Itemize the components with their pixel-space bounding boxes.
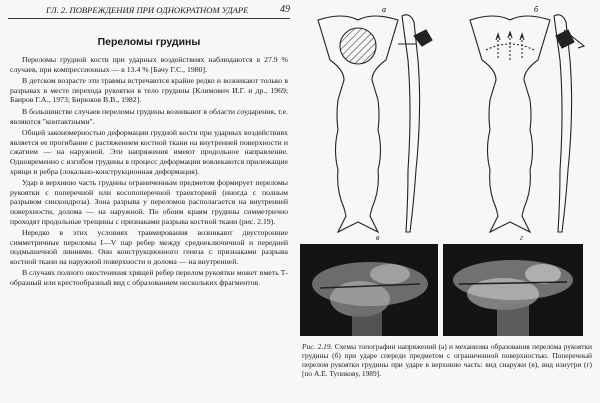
paragraph: Общей закономерностью деформации грудной кости при ударных воздействиях является ее прогибание с растяжением костной ткани на внутренней поверхности и сжатием — на наружной. Эти напряжения имеют продольное направление. Одновременно с изгибом грудины в процесс деформации вовлекаются прилежащие хрящи и ребра (локально-конструкционная деформация). bbox=[10, 128, 288, 176]
sternum-outline-b bbox=[470, 16, 550, 232]
paragraph: Удар в верхнюю часть грудины ограниченным предметом формирует переломы рукоятки с поперечной или косопоперечной траекторией (иногда с полным разрывом синхондроза). Зона разрыва у переломов располагается на внутренней поверхности, долома — на наружной. По обоим краям грудины симметрично проходят продольные трещины с признаками разрыва костной ткани (рис. 2.19). bbox=[10, 178, 288, 226]
panel-label-g: г bbox=[520, 233, 524, 242]
impact-zone-a bbox=[340, 28, 376, 64]
photo-interior-view bbox=[443, 244, 583, 336]
panel-label-b: б bbox=[534, 5, 539, 14]
paragraph: В детском возрасте эти травмы встречаются крайне редко и возникают только в разрывах в месте перехода рукоятки в тело грудины [Климович И.Г. и др., 1969; Баиров Г.А., 1973; Бирюков В.В., 1982]. bbox=[10, 76, 288, 105]
chapter-title: ГЛ. 2. ПОВРЕЖДЕНИЯ ПРИ ОДНОКРАТНОМ УДАРЕ bbox=[46, 5, 249, 15]
paragraph: Переломы грудной кости при ударных воздействиях наблюдаются в 27.9 % случаев, при компрессионных — в 13.4 % [Бачу Г.С., 1980]. bbox=[10, 55, 288, 74]
running-head bbox=[8, 4, 290, 19]
panel-label-v: в bbox=[376, 233, 380, 242]
paragraph: В случаях полного окостенения хрящей ребер перелом рукоятки может иметь Т-образный или крестообразный вид с образованием нескольких фрагментов. bbox=[10, 268, 288, 288]
section-title: Переломы грудины bbox=[97, 36, 201, 48]
figure-caption bbox=[302, 342, 592, 378]
paragraph: В большинстве случаев переломы грудины возникают в области соударения, т.е. являются "контактными". bbox=[10, 106, 288, 126]
page-number: 49 bbox=[280, 4, 290, 15]
caption-text: Схемы топографии напряжений (а) и механизма образования перелома рукоятки грудины (б) при ударе спереди предметом с ограниченной поверхностью. Поперечный перелом рукоятки грудины при ударе в верхнюю часть: вид снаружи (в), вид изнутри (г) [по А.Е. Тупикову, 1989]. bbox=[302, 342, 592, 378]
caption-label: Рис. 2.19. bbox=[302, 342, 333, 351]
sternum-diagrams bbox=[298, 0, 598, 240]
sternum-side-a bbox=[402, 15, 420, 232]
body-text bbox=[10, 55, 288, 290]
photo-exterior-view bbox=[300, 244, 438, 336]
panel-label-a: а bbox=[382, 5, 386, 14]
paragraph: Нередко в этих условиях травмирования возникают двусторонние симметричные переломы I—V пар ребер между среднеключичной и передней подмышечной линиями. Они конструкционного генеза с признаками разрыва костной ткани на наружной поверхности и долома — на внутренней. bbox=[10, 228, 288, 266]
